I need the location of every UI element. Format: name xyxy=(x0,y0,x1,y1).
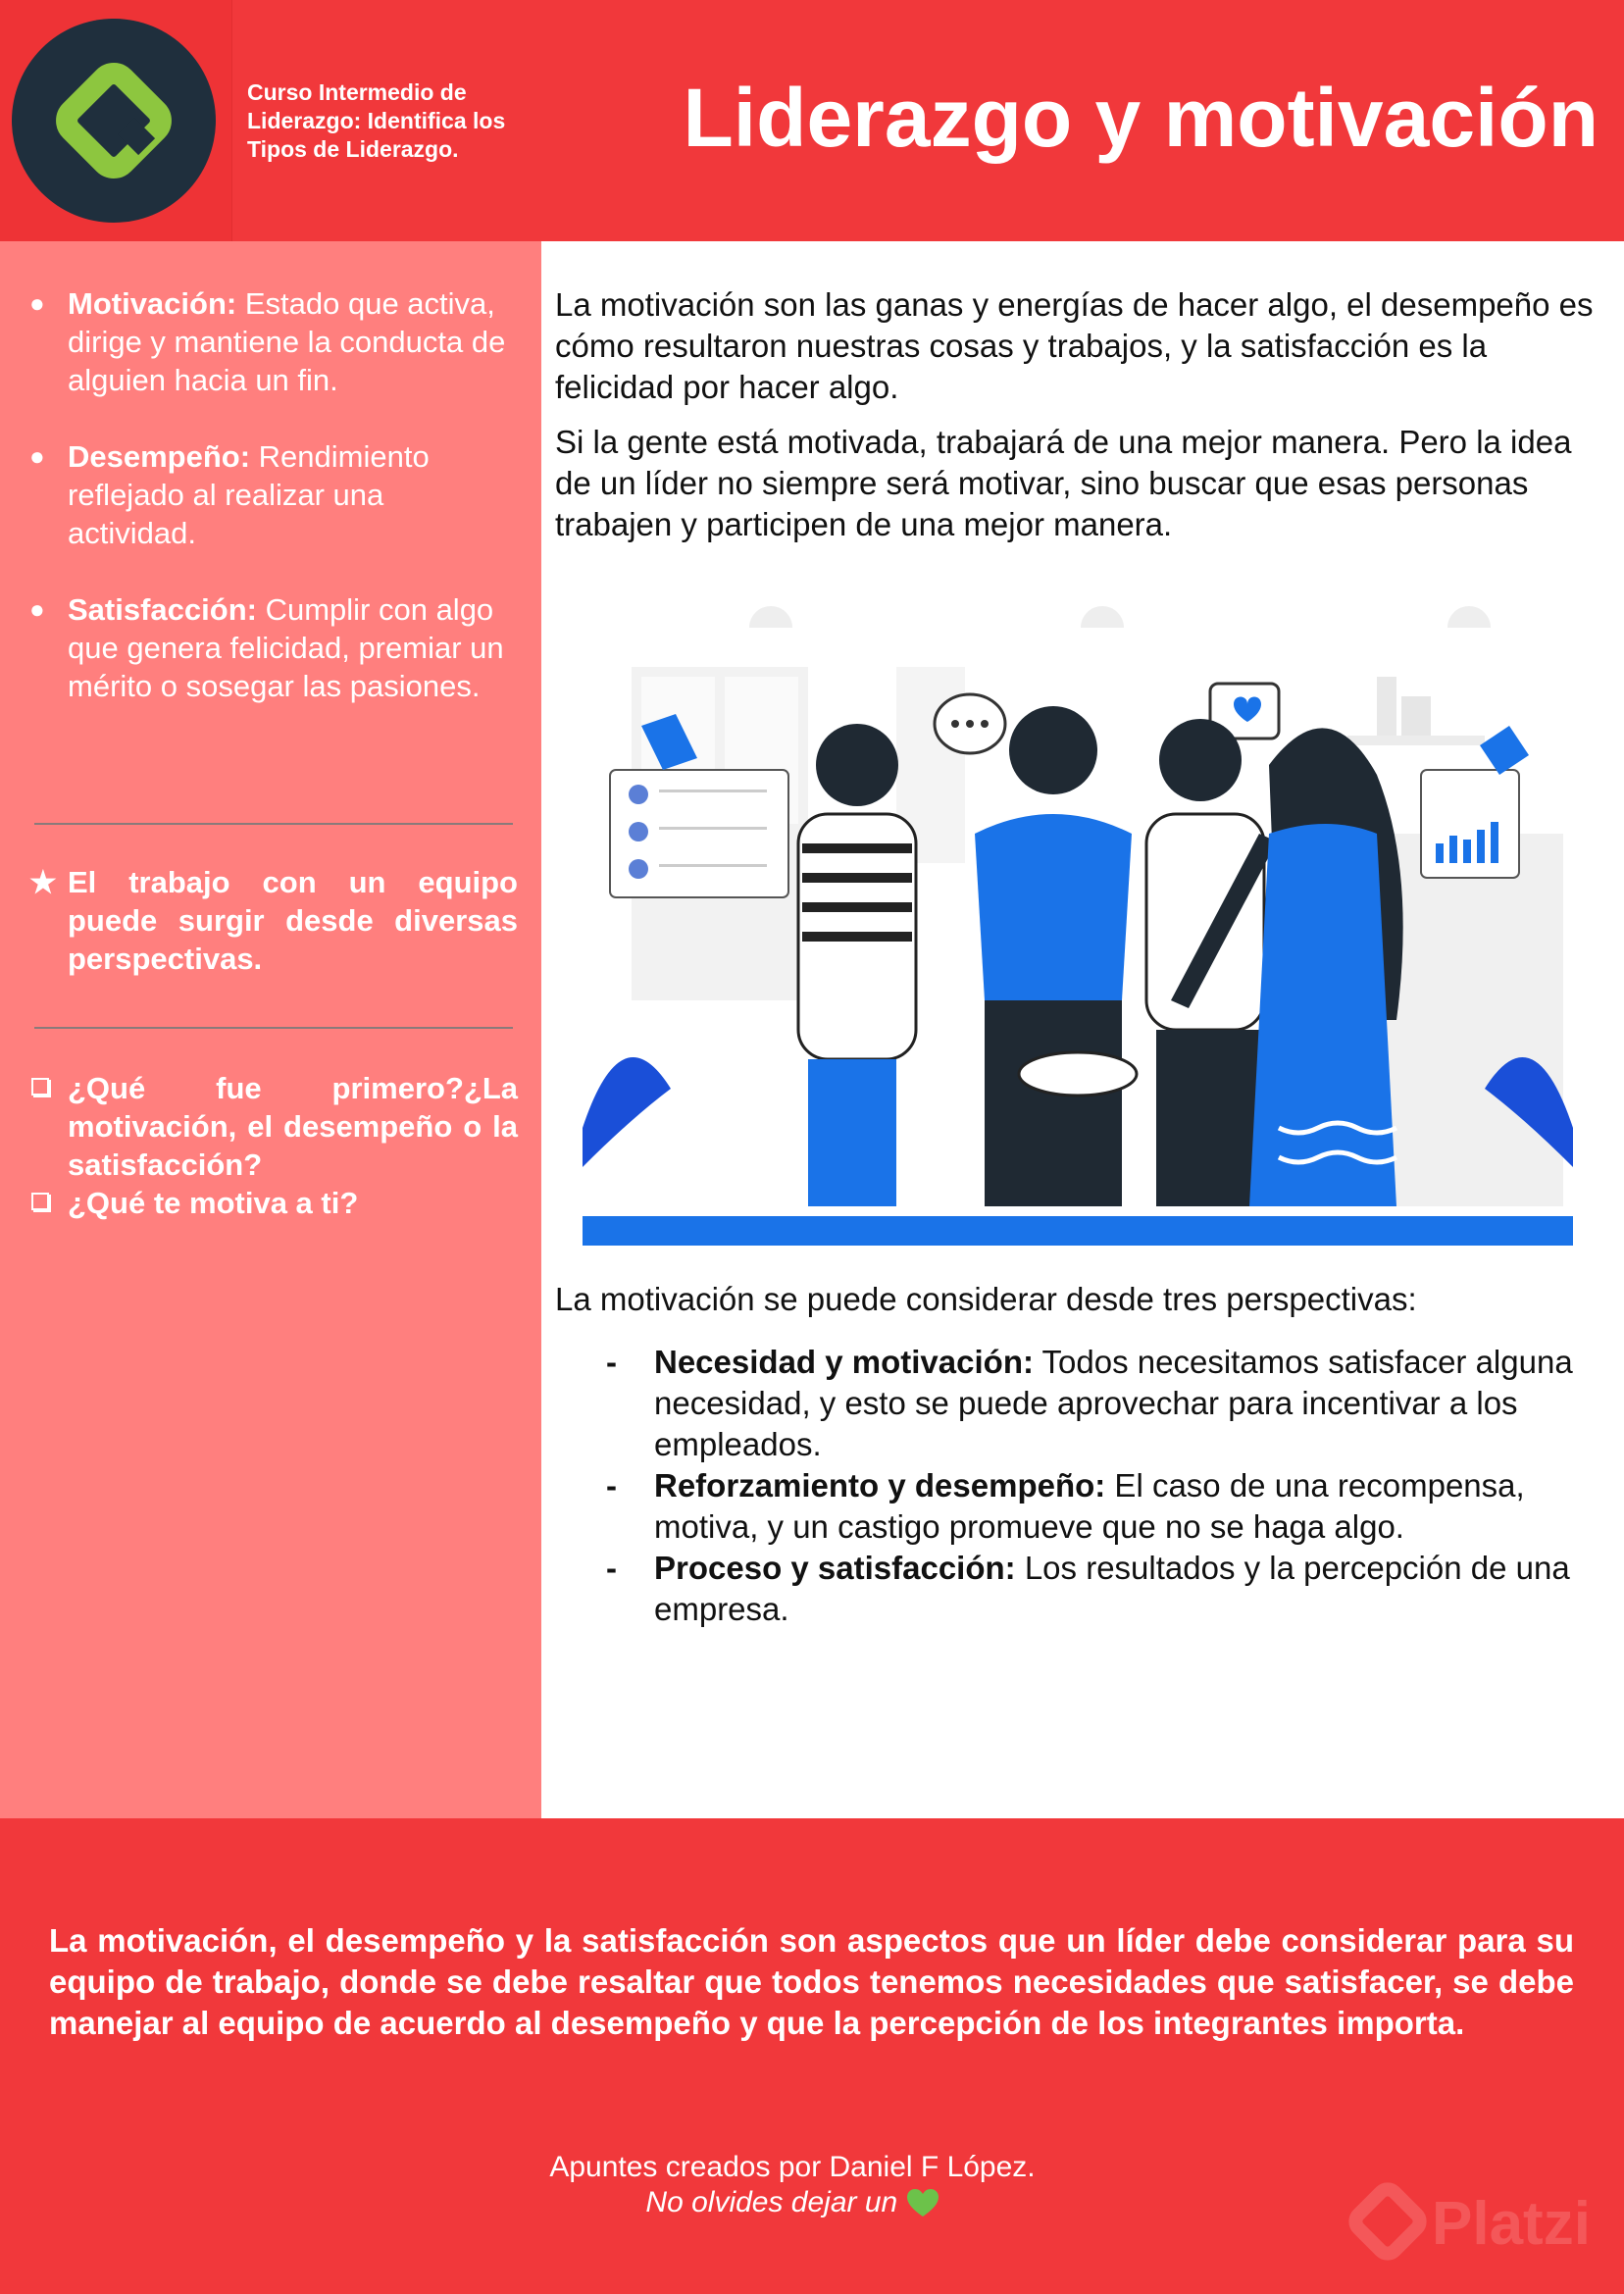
course-title: Curso Intermedio de Liderazgo: Identifica los Tipos de Liderazgo. xyxy=(247,79,506,162)
definitions-list xyxy=(29,284,520,743)
star-icon: ★ xyxy=(29,865,57,899)
platzi-watermark xyxy=(1339,2167,1603,2275)
perspective-item xyxy=(555,1548,1600,1630)
bullet-icon: ● xyxy=(29,288,45,318)
logo-area xyxy=(0,0,232,241)
paragraph: Si la gente está motivada, trabajará de una mejor manera. Pero la idea de un líder no siempre será motivar, sino buscar que esas personas trabajen y participen de una mejor manera. xyxy=(555,424,1572,542)
bullet-icon: ● xyxy=(29,441,45,471)
perspective-item xyxy=(555,1465,1600,1548)
question-text: ¿Qué te motiva a ti? xyxy=(68,1186,359,1220)
questions-list xyxy=(29,1069,518,1222)
perspectives-intro: La motivación se puede considerar desde tres perspectivas: xyxy=(555,1281,1417,1317)
perspective-term: Reforzamiento y desempeño: xyxy=(654,1467,1106,1504)
page-title: Liderazgo y motivación xyxy=(683,72,1599,164)
sidebar-divider xyxy=(34,823,513,825)
bullet-icon: ● xyxy=(29,594,45,624)
definition-item xyxy=(29,590,520,705)
header xyxy=(0,0,1624,241)
definition-item xyxy=(29,437,520,552)
question-text: ¿Qué fue primero?¿La motivación, el desempeño o la satisfacción? xyxy=(68,1071,518,1182)
definition-text: Cumplir con algo que genera felicidad, premiar un mérito o sosegar las pasiones. xyxy=(68,592,504,703)
platzi-logo xyxy=(12,19,216,223)
definition-term: Motivación: xyxy=(68,286,237,321)
perspective-item xyxy=(555,1342,1600,1465)
perspectives-list xyxy=(555,1342,1600,1630)
paragraph: La motivación son las ganas y energías de hacer algo, el desempeño es cómo resultaron nuestras cosas y trabajos, y la satisfacción es la felicidad por hacer algo. xyxy=(555,286,1594,405)
dash-bullet: - xyxy=(606,1467,617,1504)
perspective-term: Necesidad y motivación: xyxy=(654,1344,1034,1380)
perspective-text: Los resultados y la percepción de una empresa. xyxy=(654,1550,1570,1627)
team-illustration xyxy=(583,579,1573,1246)
platzi-logo-icon xyxy=(12,19,216,223)
dash-bullet: - xyxy=(606,1550,617,1586)
definition-text: Rendimiento reflejado al realizar una actividad. xyxy=(68,439,430,550)
green-heart-icon xyxy=(906,2189,939,2218)
question-item xyxy=(29,1184,518,1222)
definition-term: Satisfacción: xyxy=(68,592,257,627)
dash-bullet: - xyxy=(606,1344,617,1380)
checkbox-icon xyxy=(31,1193,49,1210)
platzi-watermark-icon xyxy=(1339,2167,1437,2275)
perspective-term: Proceso y satisfacción: xyxy=(654,1550,1016,1586)
reminder-text: No olvides dejar un xyxy=(645,2186,898,2218)
perspective-text: El caso de una recompensa, motiva, y un castigo promueve que no se haga algo. xyxy=(654,1467,1525,1545)
main-content xyxy=(555,284,1600,559)
definition-text: Estado que activa, dirige y mantiene la conducta de alguien hacia un fin. xyxy=(68,286,506,397)
watermark-text: Platzi xyxy=(1432,2190,1591,2258)
team-hands-illustration xyxy=(583,579,1573,1246)
perspective-text: Todos necesitamos satisfacer alguna necesidad, y esto se puede aprovechar para incentivar a los empleados. xyxy=(654,1344,1573,1462)
perspectives-section xyxy=(555,1279,1600,1630)
checkbox-icon xyxy=(31,1078,49,1096)
star-note xyxy=(29,863,518,978)
credit-line: Apuntes creados por Daniel F López. xyxy=(549,2151,1036,2183)
star-note-text: El trabajo con un equipo puede surgir desde diversas perspectivas. xyxy=(68,865,518,976)
person-4 xyxy=(1249,728,1403,1206)
definition-term: Desempeño: xyxy=(68,439,251,474)
definition-item xyxy=(29,284,520,399)
conclusion-text: La motivación, el desempeño y la satisfacción son aspectos que un líder debe considerar para su equipo de trabajo, donde se debe resaltar que todos tenemos necesidades que satisfacer, se debe manejar al equipo de acuerdo al desempeño y que la percepción de los integrantes importa. xyxy=(49,1922,1574,2041)
sidebar-divider xyxy=(34,1027,513,1029)
question-item xyxy=(29,1069,518,1184)
